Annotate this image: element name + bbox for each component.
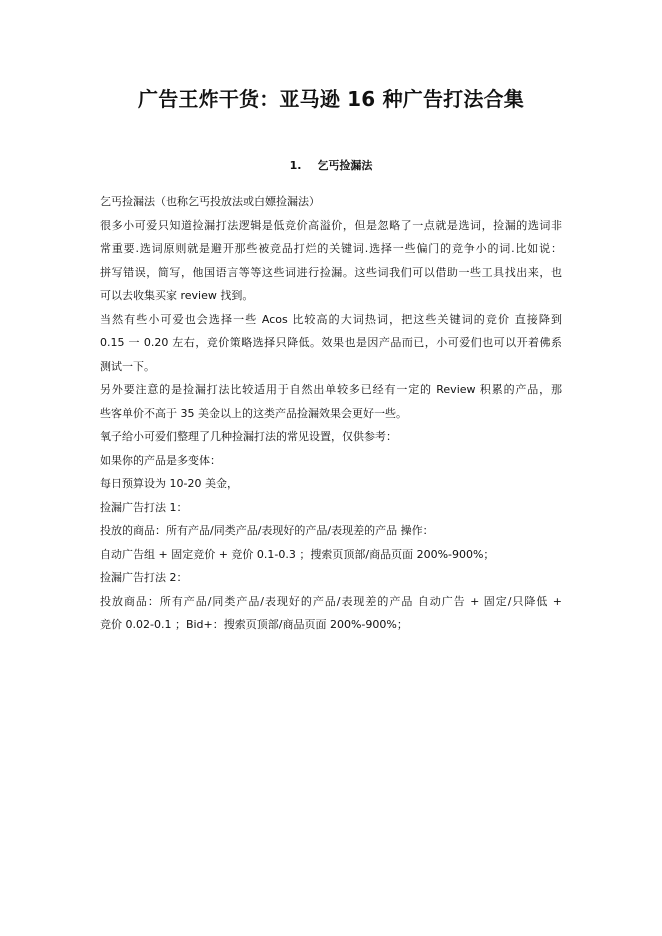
text-line: 乞丐捡漏法（也称乞丐投放法或白嫖捡漏法） — [100, 195, 320, 208]
text-line: 常重要.选词原则就是避开那些被竞品打烂的关键词.选择一些偏门的竞争小的词.比如说： — [100, 242, 562, 255]
text-line: 如果你的产品是多变体： — [100, 453, 221, 467]
text-line: 0.15 一 0.20 左右，竞价策略选择只降低。效果也是因产品而已，小可爱们也可以开着佛系 — [100, 336, 562, 349]
text-line: 捡漏广告打法 2： — [100, 571, 188, 584]
text-line: 拼写错误，简写，他国语言等等这些词进行捡漏。这些词我们可以借助一些工具找出来，也 — [100, 265, 562, 279]
text-line: 竞价 0.02-0.1 ；Bid+：搜索页顶部/商品页面 200%-900%； — [100, 618, 408, 631]
section-number: 1. — [289, 159, 302, 172]
text-line: 些客单价不高于 35 美金以上的这类产品捡漏效果会更好一些。 — [100, 406, 407, 420]
text-line: 当然有些小可爱也会选择一些 Acos 比较高的大词热词，把这些关键词的竞价 直接降到 — [100, 312, 562, 326]
section-heading-text: 乞丐捡漏法 — [317, 159, 373, 172]
text-line: 捡漏广告打法 1： — [100, 500, 188, 514]
document-title: 广告王炸干货：亚马逊 16 种广告打法合集 — [138, 87, 524, 111]
text-line: 投放商品：所有产品/同类产品/表现好的产品/表现差的产品 自动广告 + 固定/只降低 + — [100, 594, 562, 608]
text-line: 氧子给小可爱们整理了几种捡漏打法的常见设置，仅供参考： — [100, 430, 397, 443]
text-line: 自动广告组 + 固定竞价 + 竞价 0.1-0.3 ；搜索页顶部/商品页面 200%-900%； — [100, 547, 495, 561]
text-line: 很多小可爱只知道捡漏打法逻辑是低竞价高溢价，但是忽略了一点就是选词，捡漏的选词非 — [100, 218, 562, 232]
body-text — [100, 190, 562, 637]
text-line: 另外要注意的是捡漏打法比较适用于自然出单较多已经有一定的 Review 积累的产品，那 — [100, 383, 562, 396]
text-line: 每日预算设为 10-20 美金， — [100, 477, 238, 490]
text-line: 测试一下。 — [100, 359, 155, 373]
section-heading — [0, 158, 662, 174]
text-line: 可以去收集买家 review 找到。 — [100, 289, 254, 302]
text-line: 投放的商品：所有产品/同类产品/表现好的产品/表现差的产品 操作： — [100, 524, 434, 537]
